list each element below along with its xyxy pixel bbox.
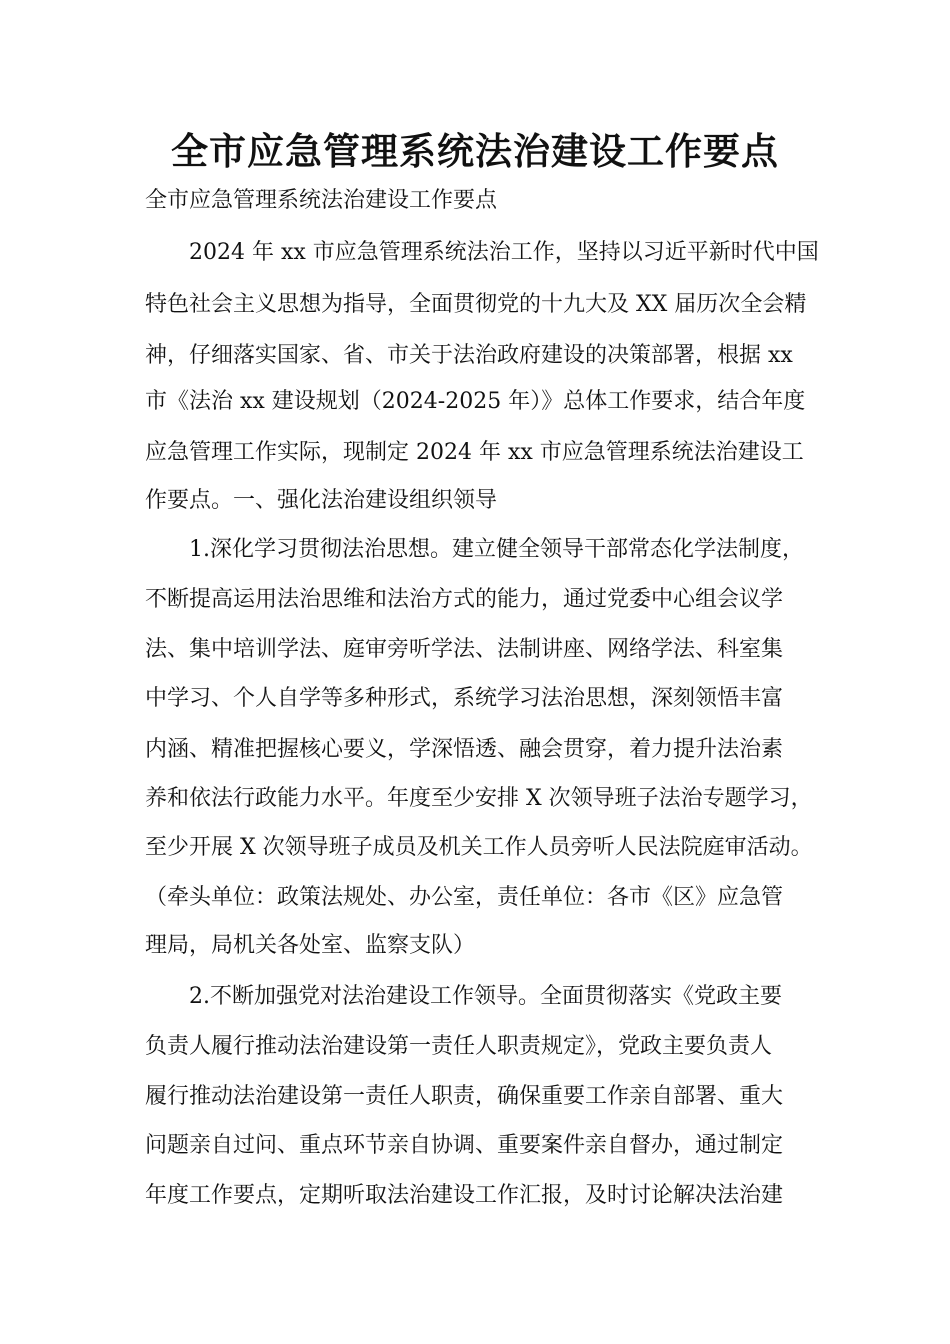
body-line: 理局，局机关各处室、监察支队）	[145, 933, 476, 958]
body-line: 至少开展 X 次领导班子成员及机关工作人员旁听人民法院庭审活动。	[145, 835, 813, 860]
body-line: 中学习、个人自学等多种形式，系统学习法治思想，深刻领悟丰富	[145, 686, 784, 711]
body-line: 市《法治 xx 建设规划（2024-2025 年）》总体工作要求，结合年度	[145, 389, 806, 414]
body-line: 不断提高运用法治思维和法治方式的能力，通过党委中心组会议学	[145, 587, 784, 612]
body-line: 问题亲自过问、重点环节亲自协调、重要案件亲自督办，通过制定	[145, 1133, 784, 1158]
body-line: 应急管理工作实际，现制定 2024 年 xx 市应急管理系统法治建设工	[145, 440, 804, 465]
body-line: 养和依法行政能力水平。年度至少安排 X 次领导班子法治专题学习，	[145, 786, 813, 811]
body-line: 履行推动法治建设第一责任人职责，确保重要工作亲自部署、重大	[145, 1084, 784, 1109]
body-line: 作要点。一、强化法治建设组织领导	[145, 488, 498, 513]
document-subtitle: 全市应急管理系统法治建设工作要点	[145, 188, 498, 213]
body-line: 2.不断加强党对法治建设工作领导。全面贯彻落实《党政主要	[145, 984, 782, 1009]
body-line: （牵头单位：政策法规处、办公室，责任单位：各市《区》应急管	[145, 885, 784, 910]
body-line: 神，仔细落实国家、省、市关于法治政府建设的决策部署，根据 xx	[145, 343, 793, 368]
body-line: 内涵、精准把握核心要义，学深悟透、融会贯穿，着力提升法治素	[145, 737, 784, 762]
body-line: 负责人履行推动法治建设第一责任人职责规定》，党政主要负责人	[145, 1034, 773, 1059]
document-title: 全市应急管理系统法治建设工作要点	[171, 130, 779, 173]
body-line: 年度工作要点，定期听取法治建设工作汇报，及时讨论解决法治建	[145, 1183, 784, 1208]
body-line: 特色社会主义思想为指导，全面贯彻党的十九大及 XX 届历次全会精	[145, 292, 807, 317]
body-line: 法、集中培训学法、庭审旁听学法、法制讲座、网络学法、科室集	[145, 637, 784, 662]
body-line: 1.深化学习贯彻法治思想。建立健全领导干部常态化学法制度，	[145, 537, 804, 562]
body-line: 2024 年 xx 市应急管理系统法治工作，坚持以习近平新时代中国	[145, 240, 819, 265]
